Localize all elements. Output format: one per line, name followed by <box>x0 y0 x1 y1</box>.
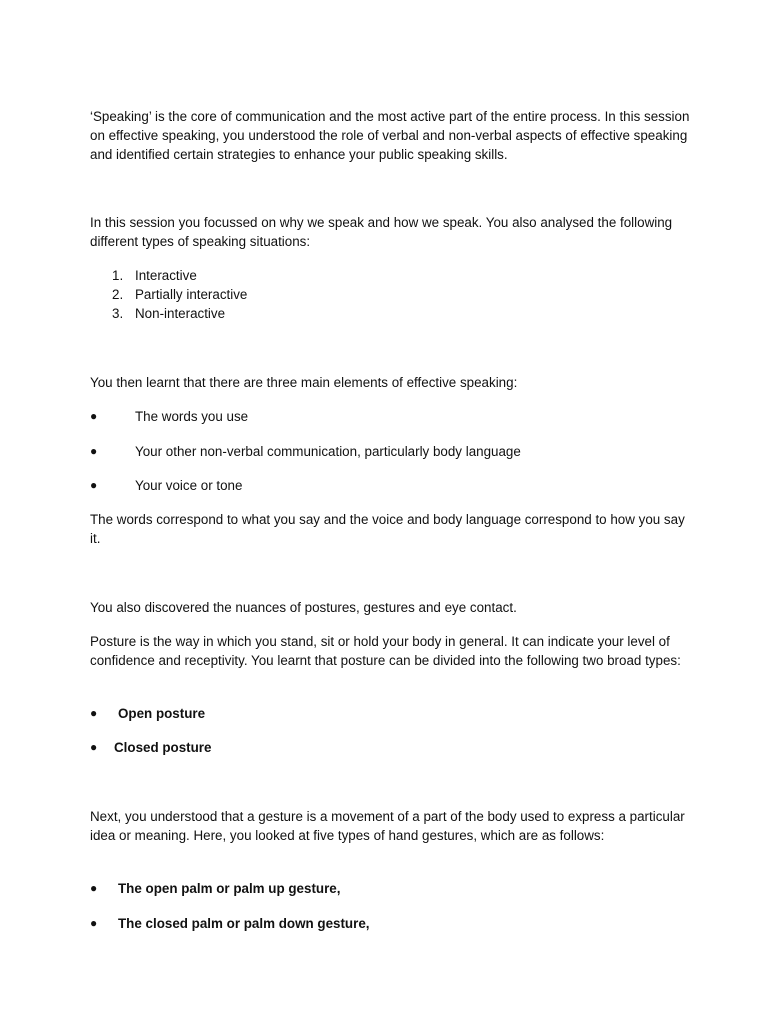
list-item-text: The open palm or palm up gesture, <box>118 881 341 896</box>
bullet-icon: ● <box>90 706 98 720</box>
situations-intro-paragraph: In this session you focussed on why we speak and how we speak. You also analysed the following different types of speaking situations: <box>90 215 673 249</box>
list-item-text: The closed palm or palm down gesture, <box>118 916 370 931</box>
bullet-icon: ● <box>90 916 98 930</box>
list-item-text: The words you use <box>135 409 249 424</box>
list-item-text: Non-interactive <box>135 306 226 321</box>
list-number: 1. <box>112 268 124 283</box>
bullet-icon: ● <box>90 881 98 895</box>
list-item <box>90 442 690 461</box>
list-item-text: Closed posture <box>114 740 212 755</box>
bullet-icon: ● <box>90 409 98 423</box>
posture-paragraph: Posture is the way in which you stand, sit or hold your body in general. It can indicate your level of confidence and receptivity. You learnt that posture can be divided into the following two broad types: <box>90 634 681 668</box>
list-item-text: Your voice or tone <box>135 478 243 493</box>
list-item <box>90 304 690 323</box>
words-voice-paragraph: The words correspond to what you say and the voice and body language correspond to how you say it. <box>90 512 685 546</box>
list-item <box>90 476 690 495</box>
gesture-paragraph: Next, you understood that a gesture is a movement of a part of the body used to express a particular idea or meaning. Here, you looked at five types of hand gestures, which are as follows: <box>90 809 685 843</box>
bullet-icon: ● <box>90 478 98 492</box>
list-item <box>90 738 690 757</box>
bullet-icon: ● <box>90 740 98 754</box>
nuances-paragraph: You also discovered the nuances of postures, gestures and eye contact. <box>90 600 517 615</box>
list-item <box>90 266 690 285</box>
list-item <box>90 914 690 933</box>
list-number: 2. <box>112 287 124 302</box>
list-item <box>90 704 690 723</box>
list-item-text: Your other non-verbal communication, particularly body language <box>135 444 521 459</box>
elements-intro-paragraph: You then learnt that there are three main elements of effective speaking: <box>90 375 518 390</box>
list-item <box>90 285 690 304</box>
bullet-icon: ● <box>90 444 98 458</box>
list-item-text: Open posture <box>118 706 206 721</box>
list-item <box>90 879 690 898</box>
intro-paragraph: ‘Speaking’ is the core of communication and the most active part of the entire process. In this session on effective speaking, you understood the role of verbal and non-verbal aspects of effective speaking and identified certain strategies to enhance your public speaking skills. <box>90 109 690 162</box>
list-item-text: Partially interactive <box>135 287 248 302</box>
list-item <box>90 407 690 426</box>
list-item-text: Interactive <box>135 268 197 283</box>
list-number: 3. <box>112 306 124 321</box>
